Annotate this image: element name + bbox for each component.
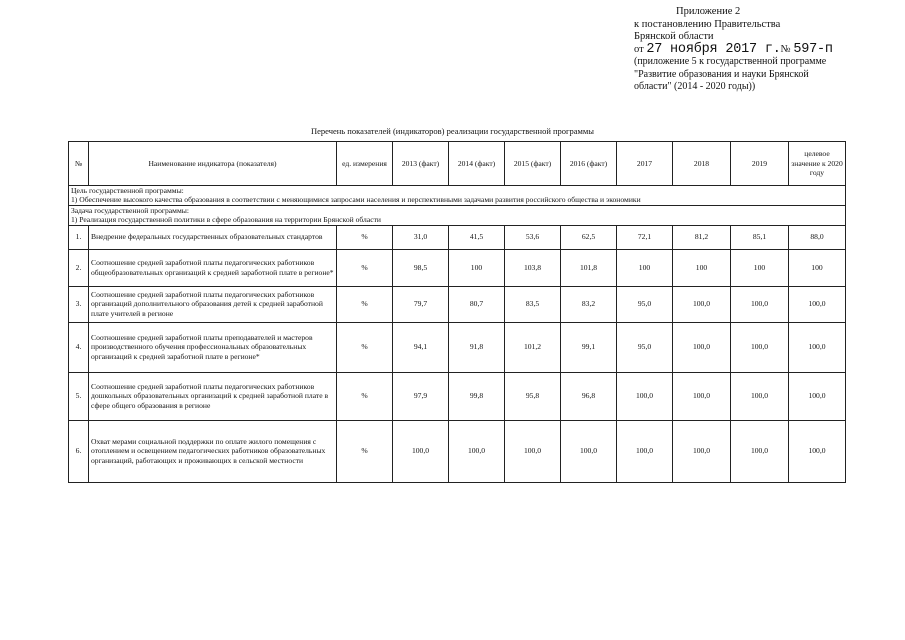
- row-value-2016: 62,5: [561, 225, 617, 249]
- annex-program-line3: области" (2014 - 2020 годы)): [634, 80, 756, 92]
- row-unit: %: [337, 322, 393, 372]
- row-value-2017: 100,0: [617, 372, 673, 420]
- row-value-2016: 99,1: [561, 322, 617, 372]
- row-value-2017: 95,0: [617, 322, 673, 372]
- row-value-target: 88,0: [789, 225, 846, 249]
- row-value-target: 100,0: [789, 420, 846, 482]
- table-row: [69, 372, 846, 420]
- annex-program-line2: "Развитие образования и науки Брянской: [634, 68, 809, 80]
- row-value-2015: 100,0: [505, 420, 561, 482]
- task-text: 1) Реализация государственной политики в сфере образования на территории Брянской области: [71, 215, 381, 225]
- row-value-target: 100,0: [789, 286, 846, 322]
- row-unit: %: [337, 249, 393, 286]
- row-name: Охват мерами социальной поддержки по оплате жилого помещения с отоплением и освещением педагогических работников образовательных организаций, работающих и проживающих в сельской местности: [89, 420, 337, 482]
- header-2016: 2016 (факт): [561, 142, 617, 186]
- row-unit: %: [337, 286, 393, 322]
- annex-program-line1: (приложение 5 к государственной программе: [634, 56, 827, 68]
- table-header-row: [69, 142, 846, 186]
- row-value-2013: 100,0: [393, 420, 449, 482]
- row-value-2018: 81,2: [673, 225, 731, 249]
- table-row: [69, 225, 846, 249]
- row-value-2017: 95,0: [617, 286, 673, 322]
- row-value-2014: 91,8: [449, 322, 505, 372]
- row-num: 6.: [69, 420, 89, 482]
- annex-region-line: Брянской области: [634, 31, 714, 43]
- annex-resolution-line: к постановлению Правительства: [634, 18, 781, 30]
- row-num: 2.: [69, 249, 89, 286]
- row-unit: %: [337, 420, 393, 482]
- row-value-2013: 97,9: [393, 372, 449, 420]
- row-value-2014: 80,7: [449, 286, 505, 322]
- goal-label: Цель государственной программы:: [71, 186, 184, 195]
- annex-number-label: №: [780, 43, 791, 55]
- row-value-2016: 96,8: [561, 372, 617, 420]
- task-label: Задача государственной программы:: [71, 205, 189, 215]
- header-target: целевое значение к 2020 году: [789, 142, 846, 186]
- row-value-2017: 100,0: [617, 420, 673, 482]
- row-value-2014: 41,5: [449, 225, 505, 249]
- header-name: Наименование индикатора (показателя): [89, 142, 337, 186]
- row-value-2019: 100,0: [731, 420, 789, 482]
- row-name: Соотношение средней заработной платы педагогических работников организаций дополнительного образования детей к средней заработной плате учителей в регионе: [89, 286, 337, 322]
- row-value-target: 100,0: [789, 372, 846, 420]
- row-value-2019: 100: [731, 249, 789, 286]
- row-num: 3.: [69, 286, 89, 322]
- row-value-2014: 99,8: [449, 372, 505, 420]
- header-2013: 2013 (факт): [393, 142, 449, 186]
- row-value-2019: 100,0: [731, 372, 789, 420]
- row-value-2015: 103,8: [505, 249, 561, 286]
- header-unit: ед. измерения: [337, 142, 393, 186]
- row-value-2014: 100: [449, 249, 505, 286]
- row-value-2018: 100,0: [673, 286, 731, 322]
- goal-cell: [69, 186, 846, 206]
- header-num: №: [69, 142, 89, 186]
- header-2017: 2017: [617, 142, 673, 186]
- row-value-2016: 101,8: [561, 249, 617, 286]
- row-value-2015: 53,6: [505, 225, 561, 249]
- header-2019: 2019: [731, 142, 789, 186]
- table-row: [69, 322, 846, 372]
- row-name: Соотношение средней заработной платы преподавателей и мастеров производственного обучения профессиональных образовательных организаций к средней заработной плате в регионе*: [89, 322, 337, 372]
- goal-text: 1) Обеспечение высокого качества образования в соответствии с меняющимися запросами населения и перспективными задачами развития российского общества и экономики: [71, 195, 641, 205]
- annex-handwritten-number: 597-п: [793, 41, 833, 57]
- indicators-table: [68, 141, 846, 483]
- row-value-2019: 85,1: [731, 225, 789, 249]
- task-row: [69, 205, 846, 225]
- row-value-2015: 95,8: [505, 372, 561, 420]
- row-name: Соотношение средней заработной платы педагогических работников дошкольных образовательных организаций к средней заработной плате в сфере общего образования в регионе: [89, 372, 337, 420]
- table-row: [69, 286, 846, 322]
- row-value-target: 100,0: [789, 322, 846, 372]
- goal-row: [69, 186, 846, 206]
- row-name: Внедрение федеральных государственных образовательных стандартов: [89, 225, 337, 249]
- row-value-2015: 83,5: [505, 286, 561, 322]
- row-value-2018: 100: [673, 249, 731, 286]
- task-cell: [69, 205, 846, 225]
- annex-from-label: от: [634, 43, 644, 55]
- row-num: 4.: [69, 322, 89, 372]
- annex-block: [634, 6, 833, 93]
- annex-handwritten-date: 27 ноября 2017 г.: [646, 41, 781, 57]
- annex-title: Приложение 2: [676, 6, 741, 17]
- row-num: 5.: [69, 372, 89, 420]
- row-value-2016: 83,2: [561, 286, 617, 322]
- row-num: 1.: [69, 225, 89, 249]
- row-value-2019: 100,0: [731, 286, 789, 322]
- row-value-2016: 100,0: [561, 420, 617, 482]
- header-2018: 2018: [673, 142, 731, 186]
- row-value-2018: 100,0: [673, 420, 731, 482]
- row-value-2019: 100,0: [731, 322, 789, 372]
- table-row: [69, 249, 846, 286]
- row-value-2013: 31,0: [393, 225, 449, 249]
- row-value-2017: 72,1: [617, 225, 673, 249]
- table-row: [69, 420, 846, 482]
- header-2014: 2014 (факт): [449, 142, 505, 186]
- row-value-target: 100: [789, 249, 846, 286]
- row-value-2014: 100,0: [449, 420, 505, 482]
- row-value-2015: 101,2: [505, 322, 561, 372]
- row-value-2018: 100,0: [673, 372, 731, 420]
- row-unit: %: [337, 372, 393, 420]
- header-2015: 2015 (факт): [505, 142, 561, 186]
- annex-date-line: [634, 41, 833, 57]
- row-unit: %: [337, 225, 393, 249]
- row-value-2018: 100,0: [673, 322, 731, 372]
- indicators-list-title: Перечень показателей (индикаторов) реализации государственной программы: [310, 126, 595, 136]
- row-name: Соотношение средней заработной платы педагогических работников общеобразовательных организаций к средней заработной плате в регионе*: [89, 249, 337, 286]
- row-value-2017: 100: [617, 249, 673, 286]
- row-value-2013: 94,1: [393, 322, 449, 372]
- row-value-2013: 98,5: [393, 249, 449, 286]
- row-value-2013: 79,7: [393, 286, 449, 322]
